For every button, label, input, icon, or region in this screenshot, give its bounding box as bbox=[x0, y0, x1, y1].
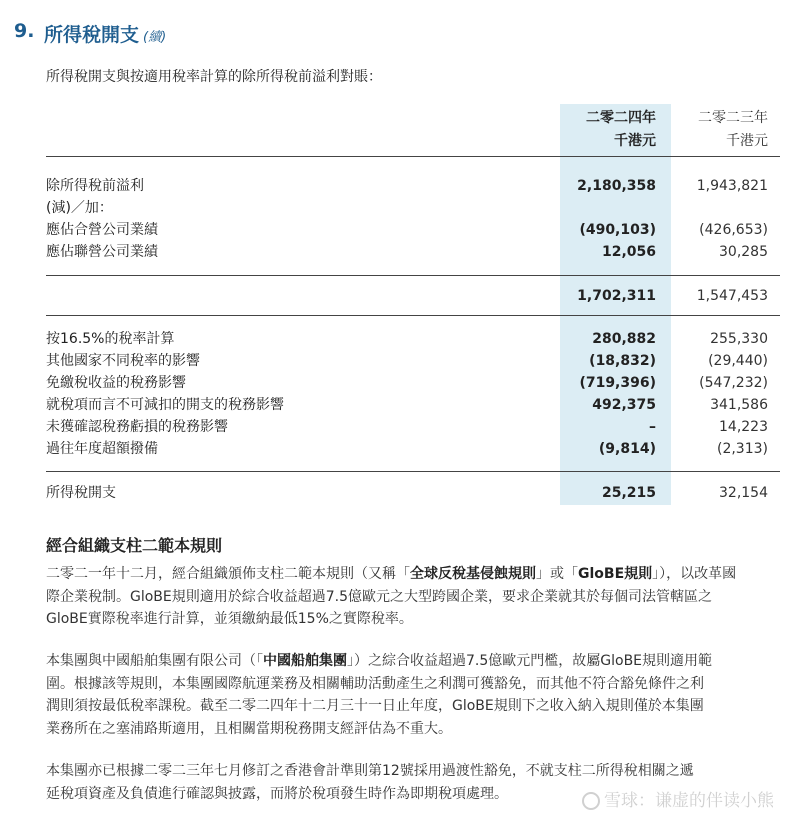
section-title bbox=[44, 20, 166, 47]
row-value-2024: 12,056 bbox=[601, 244, 656, 260]
paragraph-2 bbox=[46, 650, 774, 740]
row-label: 免繳稅收益的稅務影響 bbox=[46, 375, 186, 391]
row-value-2023: 1,943,821 bbox=[696, 178, 768, 194]
row-value-2024: 25,215 bbox=[601, 485, 656, 501]
row-value-2023: (547,232) bbox=[699, 375, 768, 391]
section-title-text: 所得稅開支 bbox=[44, 24, 140, 46]
table-rule bbox=[46, 156, 780, 157]
col1-header-unit: 千港元 bbox=[614, 133, 656, 149]
row-label: 應佔聯營公司業績 bbox=[46, 244, 158, 260]
row-value-2024: (719,396) bbox=[579, 375, 656, 391]
table-rule bbox=[46, 471, 780, 472]
row-value-2023: 14,223 bbox=[719, 419, 768, 435]
watermark: 雪球：谦虚的伴读小熊 bbox=[582, 786, 774, 811]
paragraph-line: 圍。根據該等規則，本集團國際航運業務及相關輔助活動產生之利潤可獲豁免，而其他不符合豁免條件之利 bbox=[46, 675, 704, 692]
row-value-2023: 1,547,453 bbox=[696, 288, 768, 304]
section-continued: (續) bbox=[143, 30, 167, 45]
col2-header-year: 二零二三年 bbox=[698, 110, 768, 126]
row-value-2024: (9,814) bbox=[598, 441, 656, 457]
table-row bbox=[0, 175, 800, 197]
snowball-logo-icon bbox=[582, 792, 600, 810]
paragraph-line: GloBE實際稅率進行計算，並須繳納最低15%之實際稅率。 bbox=[46, 611, 413, 627]
row-value-2023: (426,653) bbox=[699, 222, 768, 238]
row-value-2023: 255,330 bbox=[710, 331, 768, 347]
section-intro: 所得稅開支與按適用稅率計算的除所得稅前溢利對賬： bbox=[46, 69, 382, 85]
row-value-2023: 341,586 bbox=[710, 397, 768, 413]
table-row bbox=[0, 416, 800, 438]
row-value-2024: 2,180,358 bbox=[577, 178, 656, 194]
table-row bbox=[0, 241, 800, 263]
row-value-2024: 280,882 bbox=[592, 331, 656, 347]
col1-header-year: 二零二四年 bbox=[586, 110, 656, 126]
paragraph-line: 延稅項資產及負債進行確認與披露，而將於稅項發生時作為即期稅項處理。 bbox=[46, 785, 508, 802]
row-value-2024: (18,832) bbox=[589, 353, 656, 369]
defined-term: 中國船舶集團 bbox=[263, 653, 347, 669]
paragraph-line: 本集團亦已根據二零二三年七月修訂之香港會計準則第12號採用過渡性豁免，不就支柱二所得稅相關之遞 bbox=[46, 763, 694, 779]
paragraph-line: 際企業稅制。GloBE規則適用於綜合收益超過7.5億歐元之大型跨國企業，要求企業就其於每個司法管轄區之 bbox=[46, 588, 713, 605]
row-label: 其他國家不同稅率的影響 bbox=[46, 353, 200, 369]
defined-term: 全球反稅基侵蝕規則 bbox=[410, 566, 536, 582]
row-label: 按16.5%的稅率計算 bbox=[46, 331, 175, 347]
table-row bbox=[0, 394, 800, 416]
row-label: (減)／加： bbox=[46, 200, 113, 216]
section-number: 9. bbox=[14, 20, 35, 42]
table-row bbox=[0, 197, 800, 219]
paragraph-line: 潤則須按最低稅率課稅。截至二零二四年十二月三十一日止年度，GloBE規則下之收入納入規則僅於本集團 bbox=[46, 698, 704, 714]
row-value-2023: 30,285 bbox=[719, 244, 768, 260]
row-value-2023: (29,440) bbox=[708, 353, 768, 369]
row-label: 所得稅開支 bbox=[46, 485, 116, 501]
table-row bbox=[0, 328, 800, 350]
table-rule bbox=[46, 315, 780, 316]
row-label: 應佔合營公司業績 bbox=[46, 222, 158, 238]
row-value-2024: 1,702,311 bbox=[577, 288, 656, 304]
defined-term: GloBE規則 bbox=[578, 566, 653, 582]
paragraph-1 bbox=[46, 563, 774, 631]
table-row bbox=[0, 219, 800, 241]
row-value-2023: (2,313) bbox=[716, 441, 768, 457]
paragraph-line: 二零二一年十二月，經合組織頒佈支柱二範本規則（又稱「全球反稅基侵蝕規則」或「GloBE規則」），以改革國 bbox=[46, 566, 737, 582]
table-row bbox=[0, 350, 800, 372]
row-value-2024: (490,103) bbox=[579, 222, 656, 238]
table-row-subtotal bbox=[0, 285, 800, 307]
row-value-2024: – bbox=[649, 419, 656, 435]
subsection-heading: 經合組織支柱二範本規則 bbox=[46, 536, 223, 555]
row-label: 未獲確認稅務虧損的稅務影響 bbox=[46, 419, 228, 435]
row-label: 除所得稅前溢利 bbox=[46, 178, 144, 194]
table-rule bbox=[46, 275, 780, 276]
table-row bbox=[0, 438, 800, 460]
row-label: 過往年度超額撥備 bbox=[46, 441, 158, 457]
row-value-2024: 492,375 bbox=[592, 397, 656, 413]
row-value-2023: 32,154 bbox=[719, 485, 768, 501]
row-label: 就稅項而言不可減扣的開支的稅務影響 bbox=[46, 397, 284, 413]
table-row-total bbox=[0, 482, 800, 504]
table-row bbox=[0, 372, 800, 394]
paragraph-line: 本集團與中國船舶集團有限公司（「中國船舶集團」）之綜合收益超過7.5億歐元門檻，故屬GloBE規則適用範 bbox=[46, 653, 713, 669]
paragraph-line: 業務所在之塞浦路斯適用，且相關當期稅務開支經評估為不重大。 bbox=[46, 720, 452, 737]
col2-header-unit: 千港元 bbox=[726, 133, 768, 149]
